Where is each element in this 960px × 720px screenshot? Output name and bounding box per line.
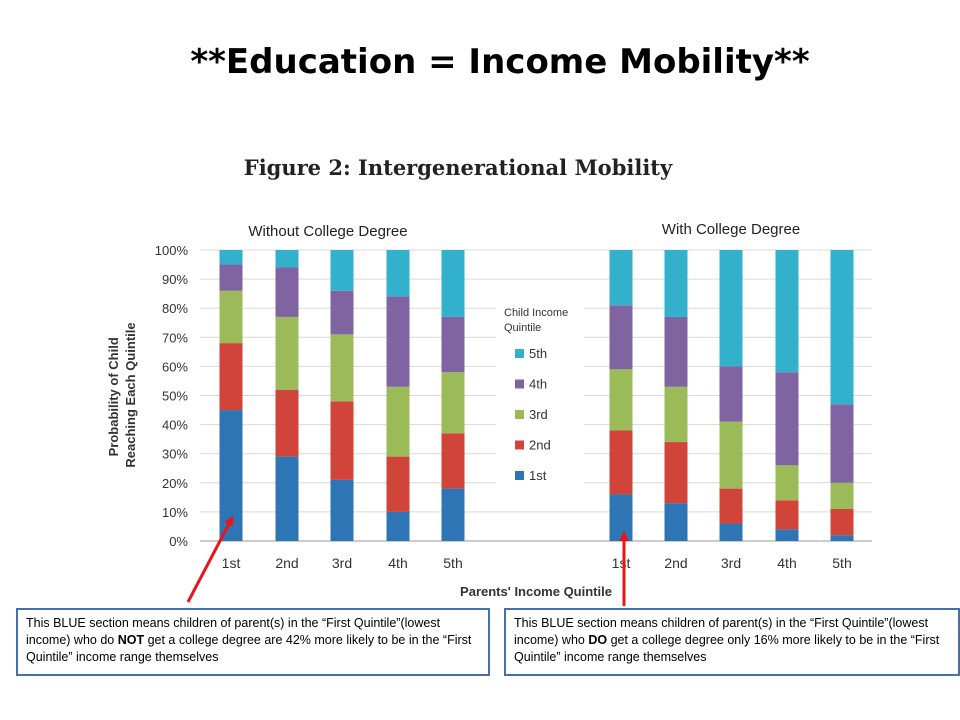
x-tick-label: 1st	[611, 555, 631, 571]
y-tick-label: 50%	[161, 388, 188, 404]
bar-segment-3rd	[387, 387, 410, 457]
callout-right-text-pre: This BLUE section means children of parent(s) in the “First Quintile”(lowest income) who	[514, 616, 929, 647]
bar-segment-5th	[442, 250, 465, 317]
bar-segment-5th	[665, 250, 688, 317]
bar-segment-4th	[831, 404, 854, 483]
x-tick-label: 1st	[221, 555, 241, 571]
panel-title-with: With College Degree	[661, 221, 801, 238]
bar-segment-1st	[720, 524, 743, 541]
x-tick-label: 4th	[388, 555, 408, 571]
y-axis-label-line1: Probability of Child	[106, 337, 121, 457]
callout-right-text-post: get a college degree only 16% more likely to be in the “First Quintile” income range themselves	[514, 633, 940, 664]
bar-segment-2nd	[331, 401, 354, 480]
bar-segment-3rd	[776, 465, 799, 500]
bar-segment-5th	[610, 250, 633, 305]
bar-segment-4th	[276, 267, 299, 316]
bar-segment-2nd	[720, 489, 743, 524]
y-tick-label: 90%	[161, 272, 188, 288]
legend-label-2nd: 2nd	[529, 437, 551, 453]
legend	[496, 298, 584, 498]
x-tick-label: 4th	[777, 555, 797, 571]
callout-right-text-bold: DO	[588, 633, 608, 647]
bar-segment-2nd	[442, 433, 465, 488]
y-tick-label: 0%	[169, 534, 188, 549]
bar-segment-3rd	[610, 369, 633, 430]
bar-segment-2nd	[610, 430, 633, 494]
legend-swatch-2nd	[515, 441, 524, 450]
slide-title: **Education = Income Mobility**	[190, 42, 810, 82]
bar-segment-4th	[610, 305, 633, 369]
legend-swatch-4th	[515, 380, 524, 389]
y-tick-label: 80%	[161, 301, 188, 317]
bar-segment-5th	[387, 250, 410, 297]
legend-title-line2: Quintile	[504, 322, 542, 334]
bar-segment-1st	[276, 457, 299, 541]
chart-title: Figure 2: Intergenerational Mobility	[243, 155, 673, 180]
bar-segment-1st	[331, 480, 354, 541]
y-tick-label: 100%	[154, 243, 188, 258]
legend-label-5th: 5th	[529, 346, 548, 361]
callout-left-text-bold: NOT	[117, 633, 145, 647]
x-tick-label: 2nd	[664, 555, 688, 571]
x-tick-label: 3rd	[331, 555, 353, 571]
x-tick-label: 5th	[443, 555, 463, 571]
callout-with-degree	[504, 608, 960, 676]
bar-segment-3rd	[442, 372, 465, 433]
bar-segment-1st	[610, 494, 633, 541]
y-axis-label-line2: Reaching Each Quintile	[123, 322, 138, 468]
bar-segment-2nd	[776, 500, 799, 529]
bar-segment-5th	[720, 250, 743, 366]
bar-segment-1st	[776, 529, 799, 541]
bar-segment-4th	[776, 372, 799, 465]
bar-segment-4th	[665, 317, 688, 387]
bar-segment-3rd	[331, 334, 354, 401]
legend-label-1st: 1st	[529, 468, 547, 483]
bar-segment-3rd	[665, 387, 688, 442]
bar-segment-5th	[776, 250, 799, 372]
bar-segment-5th	[831, 250, 854, 404]
x-tick-label: 5th	[832, 555, 852, 571]
bar-segment-1st	[387, 512, 410, 541]
bar-segment-2nd	[831, 509, 854, 535]
y-tick-label: 70%	[161, 330, 188, 346]
legend-swatch-3rd	[515, 410, 524, 419]
bar-segment-4th	[720, 366, 743, 421]
bar-segment-2nd	[220, 343, 243, 410]
bar-segment-2nd	[276, 390, 299, 457]
y-tick-label: 20%	[161, 475, 188, 491]
bar-segment-1st	[665, 503, 688, 541]
legend-swatch-1st	[515, 471, 524, 480]
bar-segment-1st	[831, 535, 854, 541]
panel-title-without: Without College Degree	[248, 223, 408, 240]
callout-without-degree	[16, 608, 490, 676]
bar-segment-3rd	[220, 291, 243, 343]
callout-left-text-post: get a college degree are 42% more likely to be in the “First Quintile” income range themselves	[26, 633, 472, 664]
bar-segment-4th	[220, 265, 243, 291]
legend-swatch-5th	[515, 349, 524, 358]
bar-segment-2nd	[665, 442, 688, 503]
bar-segment-5th	[331, 250, 354, 291]
bar-segment-3rd	[831, 483, 854, 509]
y-axis-label	[106, 322, 138, 467]
bar-segment-1st	[442, 489, 465, 541]
legend-title-line1: Child Income	[504, 307, 569, 319]
legend-label-3rd: 3rd	[529, 407, 548, 422]
bar-segment-3rd	[276, 317, 299, 390]
bar-segment-5th	[276, 250, 299, 267]
x-tick-label: 3rd	[720, 555, 742, 571]
y-tick-label: 60%	[161, 359, 188, 375]
bar-segment-4th	[331, 291, 354, 335]
x-axis-label: Parents' Income Quintile	[460, 584, 612, 599]
bar-segment-2nd	[387, 457, 410, 512]
legend-label-4th: 4th	[529, 376, 548, 392]
bar-segment-5th	[220, 250, 243, 265]
callout-left-text-pre: This BLUE section means children of parent(s) in the “First Quintile”(lowest income) who do	[26, 616, 441, 647]
y-tick-label: 10%	[161, 504, 188, 520]
y-tick-label: 30%	[161, 446, 188, 462]
y-tick-label: 40%	[161, 417, 188, 433]
bar-segment-4th	[387, 297, 410, 387]
bar-segment-4th	[442, 317, 465, 372]
x-tick-label: 2nd	[275, 555, 299, 571]
bar-segment-3rd	[720, 422, 743, 489]
